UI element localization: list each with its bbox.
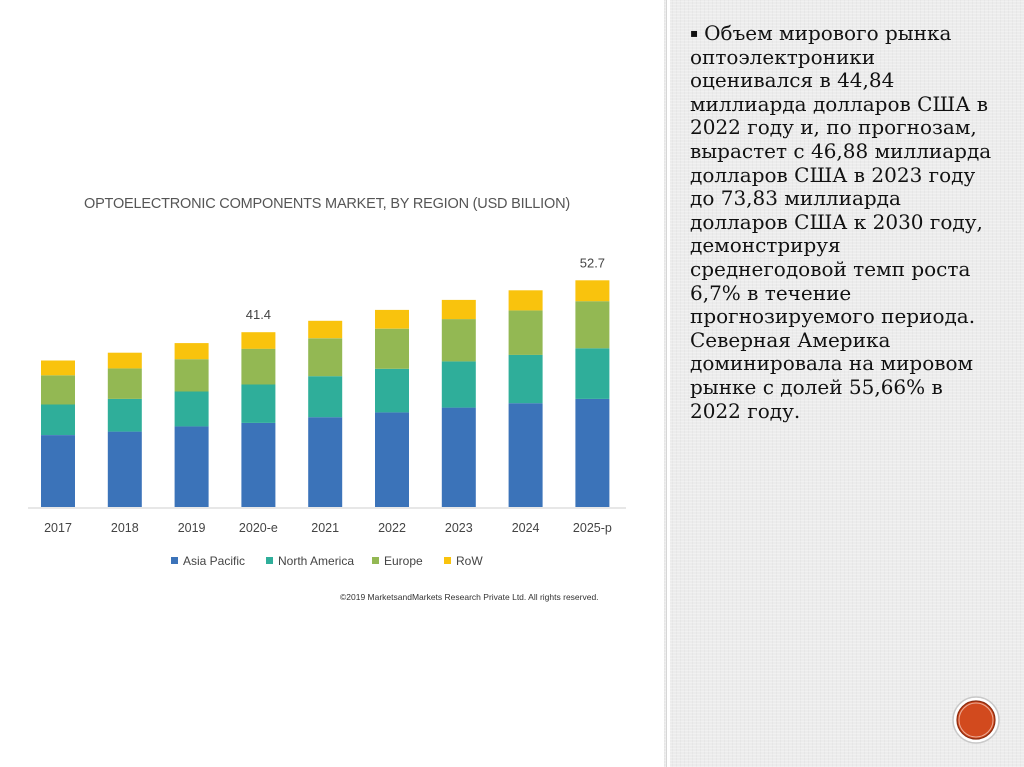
panel-divider (666, 0, 670, 767)
bar-segment-europe-2018 (108, 368, 142, 399)
chart-title: OPTOELECTRONIC COMPONENTS MARKET, BY REGION (USD BILLION) (84, 196, 570, 212)
legend-label-north-america: North America (278, 554, 355, 568)
bar-segment-north-america-2018 (108, 399, 142, 432)
bar-segment-europe-2019 (175, 359, 209, 391)
legend-swatch-north-america (266, 557, 273, 564)
legend-label-row: RoW (456, 554, 483, 568)
bar-segment-asia-pacific-2024 (509, 403, 543, 507)
bar-segment-north-america-2017 (41, 405, 75, 436)
bar-segment-row-2022 (375, 310, 409, 329)
bar-segment-europe-2022 (375, 329, 409, 369)
bullet-icon: ▪ (690, 26, 699, 40)
bar-segment-north-america-2023 (442, 361, 476, 407)
x-tick-label: 2025-p (572, 521, 612, 535)
bar-segment-row-2024 (509, 290, 543, 310)
data-label: 52.7 (579, 255, 606, 271)
bar-segment-asia-pacific-2018 (108, 432, 142, 507)
bar-segment-asia-pacific-2019 (175, 426, 209, 507)
bar-segment-row-2018 (108, 353, 142, 369)
bar-segment-asia-pacific-2020-e (241, 423, 275, 507)
description-text: Объем мирового рынка оптоэлектроники оценивался в 44,84 миллиарда долларов США в 2022 году и, по прогнозам, вырастет с 46,88 миллиарда долларов США в 2023 году до 73,83 миллиарда долларов США к 2030 году, демонстрируя среднегодовой темп роста 6,7% в течение прогнозируемого периода. Северная Америка доминировала на мировом рынке с долей 55,66% в 2022 году. (690, 21, 992, 423)
legend-label-asia-pacific: Asia Pacific (183, 554, 246, 568)
bar-segment-europe-2020-e (241, 349, 275, 385)
bar-segment-row-2025-p (575, 280, 609, 301)
bar-segment-row-2017 (41, 361, 75, 376)
bar-segment-europe-2025-p (575, 301, 609, 348)
x-tick-label: 2024 (511, 521, 540, 535)
bar-segment-asia-pacific-2023 (442, 408, 476, 507)
x-tick-label: 2021 (311, 521, 340, 535)
x-tick-label: 2017 (44, 521, 72, 535)
description-paragraph (690, 22, 1000, 423)
x-tick-label: 2018 (110, 521, 139, 535)
legend-label-europe: Europe (384, 554, 423, 568)
legend-swatch-europe (372, 557, 379, 564)
legend-swatch-asia-pacific (171, 557, 178, 564)
x-tick-label: 2023 (444, 521, 473, 535)
bar-segment-row-2020-e (241, 332, 275, 349)
bar-segment-north-america-2022 (375, 369, 409, 413)
bar-segment-north-america-2019 (175, 392, 209, 427)
bar-segment-asia-pacific-2021 (308, 417, 342, 507)
bar-segment-row-2021 (308, 321, 342, 338)
bar-segment-row-2023 (442, 300, 476, 319)
bar-segment-north-america-2024 (509, 355, 543, 403)
bar-segment-asia-pacific-2025-p (575, 399, 609, 507)
bar-segment-europe-2024 (509, 310, 543, 355)
bar-segment-asia-pacific-2017 (41, 435, 75, 507)
bar-segment-north-america-2021 (308, 376, 342, 417)
bar-segment-europe-2017 (41, 375, 75, 404)
data-label: 41.4 (245, 307, 272, 323)
slide-badge-icon (950, 694, 1002, 746)
x-tick-label: 2019 (177, 521, 206, 535)
bar-segment-europe-2021 (308, 338, 342, 376)
legend-swatch-row (444, 557, 451, 564)
x-tick-label: 2022 (378, 521, 406, 535)
bar-segment-row-2019 (175, 343, 209, 359)
copyright-note: ©2019 MarketsandMarkets Research Private Ltd. All rights reserved. (340, 592, 599, 602)
bar-segment-asia-pacific-2022 (375, 412, 409, 507)
bar-segment-north-america-2020-e (241, 385, 275, 423)
bar-segment-north-america-2025-p (575, 348, 609, 399)
x-tick-label: 2020-e (238, 521, 278, 535)
bar-segment-europe-2023 (442, 319, 476, 361)
